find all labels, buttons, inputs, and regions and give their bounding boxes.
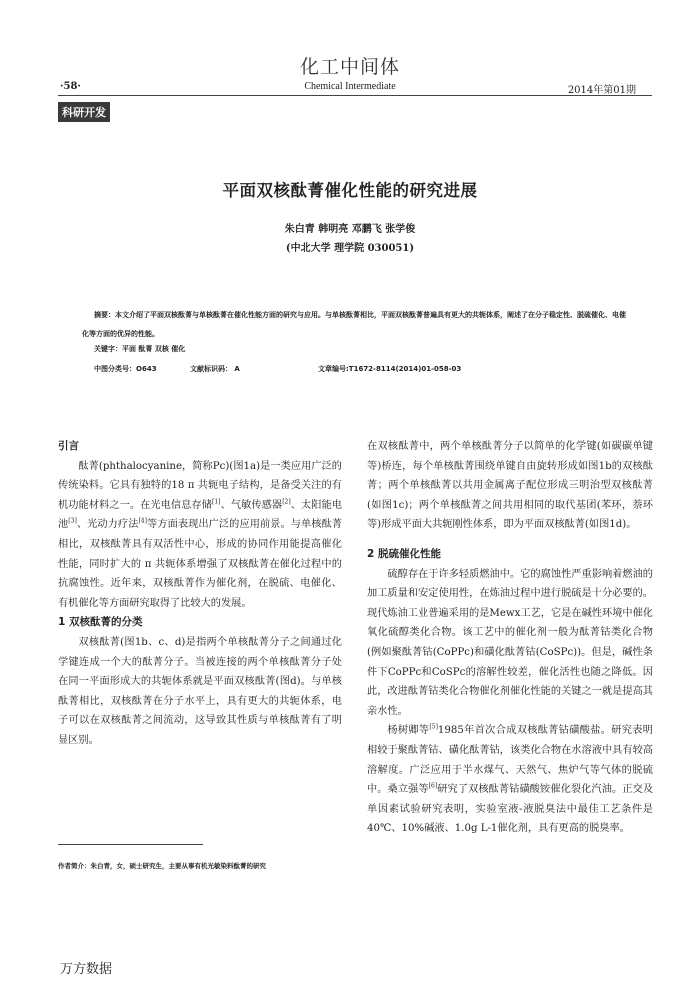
ref-2[interactable]: [2] [282,498,291,506]
ref-5[interactable]: [5] [429,723,438,731]
article-affiliation: (中北大学 理学院 030051) [285,243,415,254]
footnote-rule [58,844,203,845]
clc-number: 中图分类号：O643 [94,365,157,373]
journal-title: 化工中间体 [299,56,400,78]
section-2-paragraph-1: 硫醇存在于许多轻质燃油中。它的腐蚀性严重影响着燃油的加工质量和安定使用性，在炼油过程中进行脱硫是十分必要的。现代炼油工业普遍采用的是Mewx工艺，它是在碱性环境中催化氧化硫醇类化合物。该工艺中的催化剂一般为酞菁钴类化合物(例如聚酞菁钴(CoPPc)和磺化酞菁钴(CoSPc))。但是，碱性条件下CoPPc和CoSPc的溶解性较差，催化活性也随之降低。因此，改进酞菁钴类化合物催化剂催化性能的关键之一就是提高其亲水性。 [367,568,653,717]
author-footnote: 作者简介：朱白青，女，硕士研究生，主要从事有机光敏染料酞菁的研究 [58,862,266,870]
section-tag: 科研开发 [58,102,110,122]
section-1-continued: 在双核酞菁中，两个单核酞菁分子以简单的化学键(如碳碳单键等)桥连，每个单核酞菁围绕单键自由旋转形成如图1b的双核酞菁；两个单核酞菁以共用金属离子配位形成三明治型双核酞菁(如图1c)；两个单核酞菁之间共用相同的取代基团(苯环，萘环等)形成平面大共轭刚性体系，即为平面双核酞菁(如图1d)。 [367,441,653,531]
left-column [58,437,342,751]
intro-paragraph: 酞菁(phthalocyanine，简称Pc)(图1a)是一类应用广泛的传统染料。它具有独特的18 π 共轭电子结构，是备受关注的有机功能材料之一。在光电信息存储[1]、气敏传感器[2]、太阳能电池[3]、光动力疗法[4]等方面表现出广泛的应用前景。与单核酞菁相比，双核酞菁具有双活性中心，形成的协同作用能提高催化性能，同时扩大的 π 共轭体系增强了双核酞菁在催化过程中的抗腐蚀性。近年来，双核酞菁作为催化剂，在脱硫、电催化、有机催化等方面研究取得了比较大的发展。 [58,460,343,609]
journal-english-name: Chemical Intermediate [304,81,396,92]
article-title: 平面双核酞菁催化性能的研究进展 [222,181,478,200]
issue-label: 2014年第01期 [567,85,636,96]
ref-6[interactable]: [6] [428,782,438,790]
section-1-heading: 1 双核酞菁的分类 [58,616,143,629]
right-column [367,437,653,839]
ref-1[interactable]: [1] [212,498,221,506]
keywords: 关键字：平面 酞菁 双核 催化 [94,345,186,353]
page-number: ·58· [60,81,81,92]
section-2-heading: 2 脱硫催化性能 [367,547,441,560]
header-rule [58,95,652,96]
watermark: 万方数据 [60,962,113,977]
ref-3[interactable]: [3] [68,517,77,525]
section-2-paragraph-2: 杨树卿等[5]1985年首次合成双核酞菁钴磺酸盐。研究表明相较于聚酞菁钴、磺化酞菁钴，该类化合物在水溶液中具有较高溶解度。广泛应用于半水煤气、天然气、焦炉气等气体的脱硫中。桑立强等[6]研究了双核酞菁钴磺酸铵催化裂化汽油。正交及单因素试验研究表明，实验室液-液脱臭法中最佳工艺条件是40℃、10%碱液、1.0g L-1催化剂，具有更高的脱臭率。 [367,723,654,835]
abstract: 摘要：本文介绍了平面双核酞菁与单核酞菁在催化性能方面的研究与应用。与单核酞菁相比，平面双核酞菁普遍具有更大的共轭体系，阐述了在分子稳定性、脱硫催化、电催化等方面的优异的性能。 [82,311,626,338]
article-authors: 朱白青 韩明亮 邓鹏飞 张学俊 [284,224,416,235]
article-number: 文章编号:T1672-8114(2014)01-058-03 [318,365,462,373]
document-code: 文献标识码： A [190,365,240,373]
ref-4[interactable]: [4] [138,517,147,525]
section-1-paragraph: 双核酞菁(图1b、c、d)是指两个单核酞菁分子之间通过化学键连成一个大的酞菁分子。当被连接的两个单核酞菁分子处在同一平面形成大的共轭体系就是平面双核酞菁(图d)。与单核酞菁相比，双核酞菁在分子水平上，具有更大的共轭体系，电子可以在双核酞菁之间流动，这导致其性质与单核酞菁有了明显区别。 [58,636,342,746]
intro-heading: 引言 [58,440,79,452]
